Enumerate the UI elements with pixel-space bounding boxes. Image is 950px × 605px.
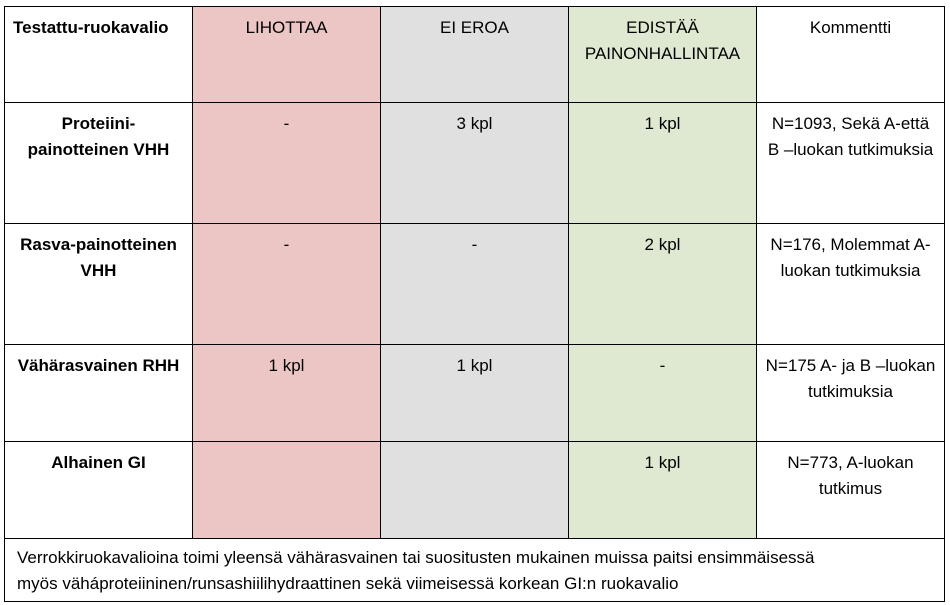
table-row: [5, 442, 945, 539]
table-row: [5, 345, 945, 442]
footnote-line: myös väháproteiininen/runsashiilihydraattinen sekä viimeisessä korkean GI:n ruokavalio: [17, 574, 679, 593]
row-diet-name: Proteiini-painotteinen VHH: [5, 103, 193, 224]
table-row: [5, 224, 945, 345]
cell-edistaa: 1 kpl: [569, 442, 757, 539]
cell-lihottaa: -: [193, 224, 381, 345]
header-edistaa: EDISTÄÄ PAINONHALLINTAA: [569, 7, 757, 103]
cell-comment: N=1093, Sekä A-että B –luokan tutkimuksia: [757, 103, 945, 224]
cell-lihottaa: [193, 442, 381, 539]
table-row: [5, 103, 945, 224]
footnote-line: Verrokkiruokavalioina toimi yleensä vähärasvainen tai suositusten mukainen muissa paitsi ensimmäisessä: [17, 548, 815, 567]
header-ei-eroa: EI EROA: [381, 7, 569, 103]
header-diet: Testattu-ruokavalio: [5, 7, 193, 103]
cell-edistaa: -: [569, 345, 757, 442]
row-diet-name: Vähärasvainen RHH: [5, 345, 193, 442]
cell-edistaa: 1 kpl: [569, 103, 757, 224]
header-lihottaa: LIHOTTAA: [193, 7, 381, 103]
cell-ei-eroa: [381, 442, 569, 539]
header-comment: Kommentti: [757, 7, 945, 103]
cell-comment: N=176, Molemmat A-luokan tutkimuksia: [757, 224, 945, 345]
cell-comment: N=773, A-luokan tutkimus: [757, 442, 945, 539]
cell-edistaa: 2 kpl: [569, 224, 757, 345]
footnote: [5, 539, 945, 602]
cell-comment: N=175 A- ja B –luokan tutkimuksia: [757, 345, 945, 442]
row-diet-name: Rasva-painotteinen VHH: [5, 224, 193, 345]
cell-ei-eroa: -: [381, 224, 569, 345]
row-diet-name: Alhainen GI: [5, 442, 193, 539]
cell-ei-eroa: 3 kpl: [381, 103, 569, 224]
footnote-row: [5, 539, 945, 602]
header-row: [5, 7, 945, 103]
cell-ei-eroa: 1 kpl: [381, 345, 569, 442]
diet-comparison-table: [4, 6, 945, 602]
cell-lihottaa: 1 kpl: [193, 345, 381, 442]
cell-lihottaa: -: [193, 103, 381, 224]
